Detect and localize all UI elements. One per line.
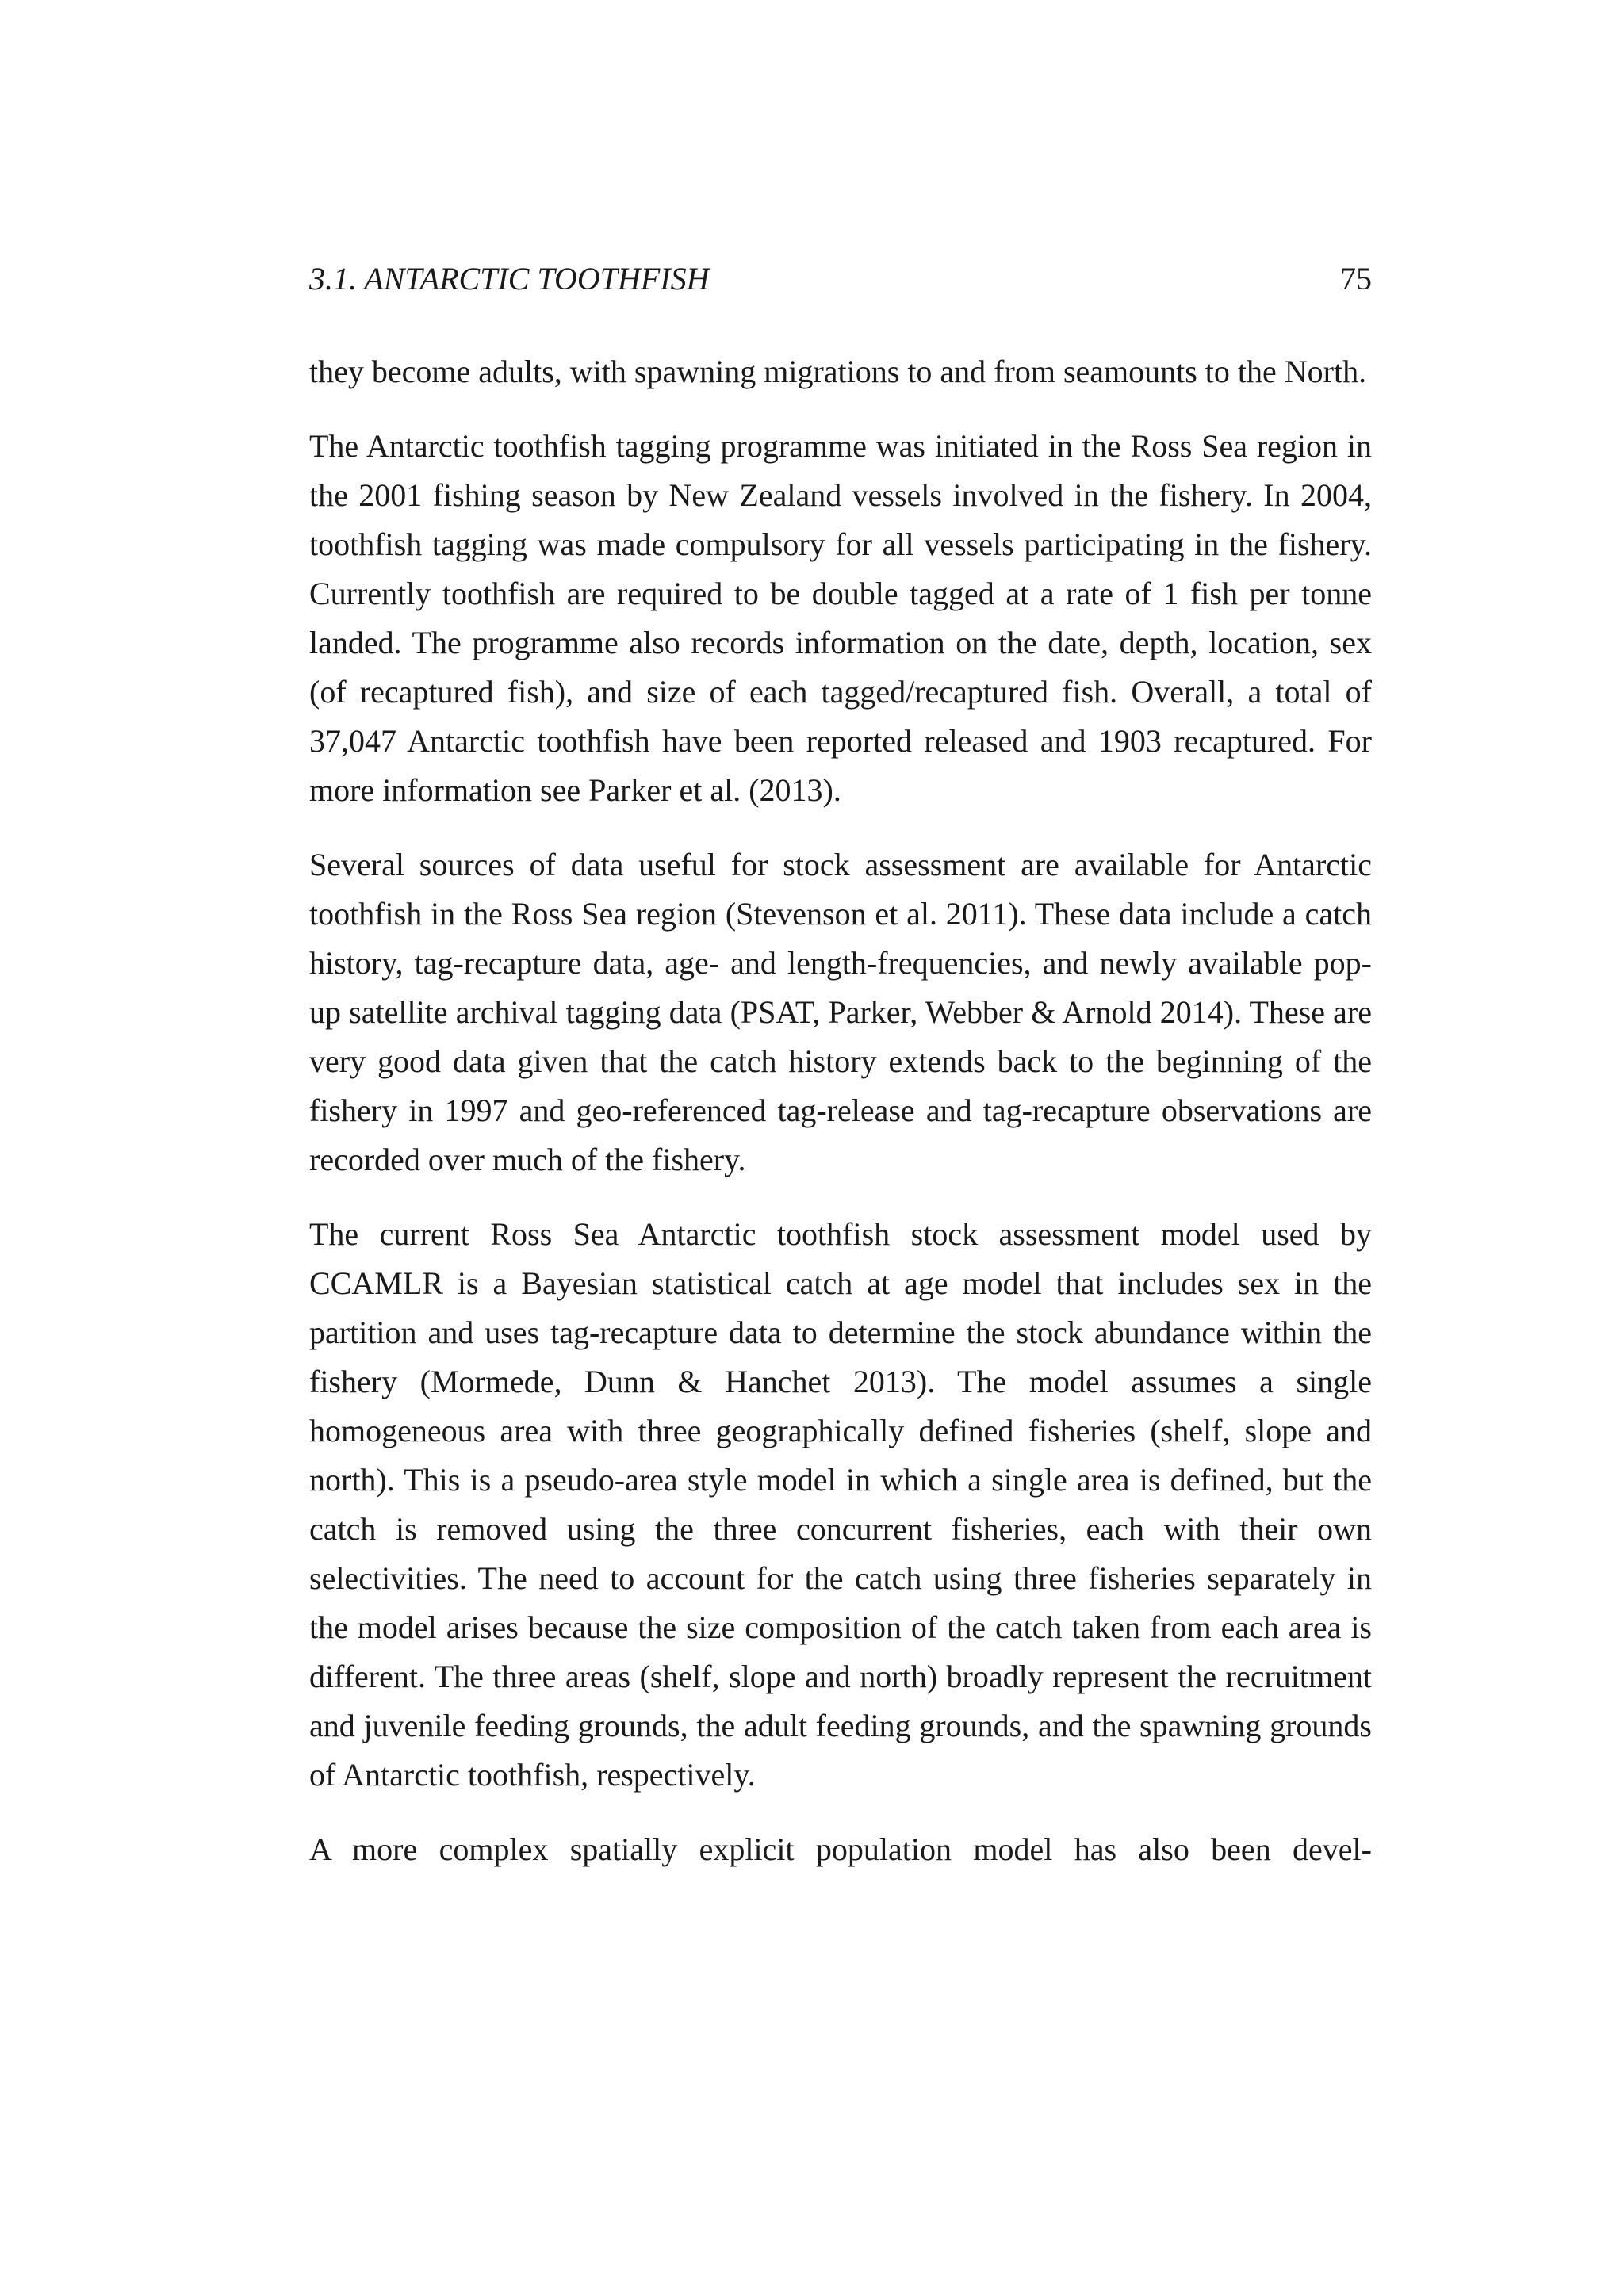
paragraph: they become adults, with spawning migrations to and from seamounts to the North.	[309, 354, 1367, 389]
paragraph: The current Ross Sea Antarctic toothfish stock assessment model used by CCAMLR is a Bayesian statistical catch at age model that includes sex in the partition and uses tag-recapture data to determine the stock abundance within the fishery (Mormede, Dunn & Hanchet 2013). The model assumes a single homogeneous area with three geographically defined fisheries (shelf, slope and north). This is a pseudo-area style model in which a single area is defined, but the catch is removed using the three concurrent fisheries, each with their own selectivities. The need to account for the catch using three fisheries separately in the model arises because the size composition of the catch taken from each area is different. The three areas (shelf, slope and north) broadly represent the recruitment and juvenile feeding grounds, the adult feeding grounds, and the spawning grounds of Antarctic toothfish, respectively.	[309, 1216, 1372, 1793]
body-text	[309, 347, 1372, 1874]
paragraph: The Antarctic toothfish tagging programme was initiated in the Ross Sea region in the 2001 fishing season by New Zealand vessels involved in the fishery. In 2004, toothfish tagging was made compulsory for all vessels participating in the fishery. Currently toothfish are required to be double tagged at a rate of 1 fish per tonne landed. The programme also records information on the date, depth, location, sex (of recaptured fish), and size of each tagged/recaptured fish. Overall, a total of 37,047 Antarctic toothfish have been reported released and 1903 recaptured. For more information see Parker et al. (2013).	[309, 428, 1372, 808]
page-number: 75	[1340, 261, 1372, 297]
page	[309, 255, 1372, 1900]
section-title: 3.1. ANTARCTIC TOOTHFISH	[309, 261, 710, 297]
paragraph: Several sources of data useful for stock assessment are available for Antarctic toothfish in the Ross Sea region (Stevenson et al. 2011). These data include a catch history, tag-recapture data, age- and length-frequencies, and newly available pop-up satellite archival tagging data (PSAT, Parker, Webber & Arnold 2014). These are very good data given that the catch history extends back to the beginning of the fishery in 1997 and geo-referenced tag-release and tag-recapture observations are recorded over much of the fishery.	[309, 847, 1372, 1177]
paragraph: A more complex spatially explicit population model has also been devel-	[309, 1831, 1372, 1867]
running-header	[309, 255, 1372, 303]
